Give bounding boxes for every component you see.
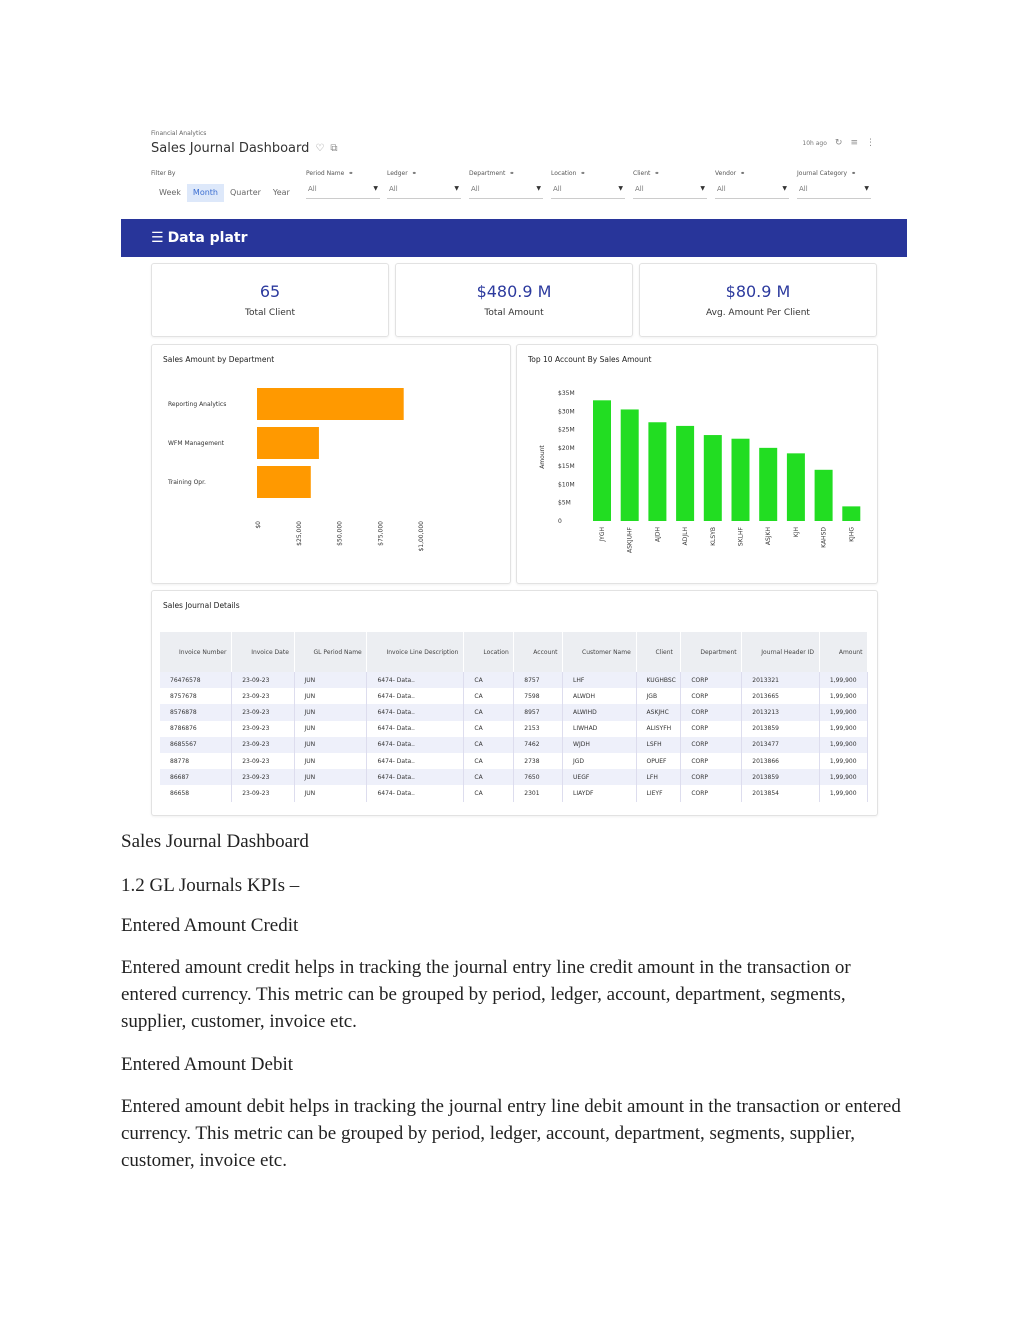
caret-down-icon: ▼ <box>373 185 378 192</box>
account-bar <box>842 506 860 521</box>
table-cell: 6474- Data.. <box>367 769 464 785</box>
figure-caption: Sales Journal Dashboard <box>121 831 309 852</box>
table-cell: CA <box>464 704 514 720</box>
journal-details-table <box>160 632 868 802</box>
kpi-heading-credit: Entered Amount Credit <box>121 915 299 936</box>
account-bar <box>621 409 639 521</box>
table-cell: ALWDH <box>563 688 637 704</box>
link-icon: ⚭ <box>851 170 857 177</box>
kpi-paragraph-credit: Entered amount credit helps in tracking the journal entry line credit amount in the transaction or entered currency. This metric can be grouped by period, ledger, account, department, segments, supplier, customer, invoice etc. <box>121 957 851 1032</box>
table-cell: 6474- Data.. <box>367 721 464 737</box>
table-cell: JUN <box>294 753 367 769</box>
column-header[interactable]: Account <box>514 632 563 672</box>
table-cell: 2013866 <box>742 753 820 769</box>
table-cell: 6474- Data.. <box>367 672 464 688</box>
heart-icon[interactable]: ♡ <box>315 143 325 154</box>
table-cell: 2153 <box>514 721 563 737</box>
table-cell: JUN <box>294 769 367 785</box>
x-tick-label: $0 <box>255 521 262 529</box>
filter-4 <box>633 170 707 199</box>
period-quarter-button[interactable]: Quarter <box>230 188 261 197</box>
table-cell: LHF <box>563 672 637 688</box>
table-cell: 1,99,900 <box>819 672 867 688</box>
filter-6 <box>797 170 871 199</box>
dept-bar <box>257 427 319 459</box>
table-cell: 1,99,900 <box>819 785 867 801</box>
filter-2 <box>469 170 543 199</box>
table-cell: LSFH <box>636 737 681 753</box>
table-row[interactable] <box>160 672 868 688</box>
period-toggle <box>153 184 296 202</box>
table-cell: 6474- Data.. <box>367 737 464 753</box>
caret-down-icon: ▼ <box>536 185 541 192</box>
table-cell: 6474- Data.. <box>367 785 464 801</box>
table-cell: JUN <box>294 737 367 753</box>
column-header[interactable]: Journal Header ID <box>742 632 820 672</box>
table-cell: JUN <box>294 672 367 688</box>
table-cell: LIAYDF <box>563 785 637 801</box>
filter-label <box>633 170 707 177</box>
account-bar-chart <box>517 345 879 585</box>
table-cell: 6474- Data.. <box>367 704 464 720</box>
account-bar <box>815 470 833 521</box>
refresh-icon[interactable]: ↻ <box>834 138 843 148</box>
table-cell: 1,99,900 <box>819 704 867 720</box>
account-chart-card <box>516 344 878 584</box>
brand-banner <box>121 219 907 257</box>
dept-bar-chart <box>152 345 512 585</box>
last-updated: 10h ago <box>802 139 827 147</box>
caret-down-icon: ▼ <box>782 185 787 192</box>
filter-value: All <box>799 185 808 193</box>
kpi-avg-amount <box>639 263 877 337</box>
table-row[interactable] <box>160 785 868 801</box>
table-cell: 2013665 <box>742 688 820 704</box>
table-cell: 1,99,900 <box>819 721 867 737</box>
table-cell: CA <box>464 785 514 801</box>
column-header[interactable]: GL Period Name <box>294 632 367 672</box>
kpi-heading-debit: Entered Amount Debit <box>121 1054 294 1075</box>
filter-label-text: Location <box>551 170 577 177</box>
filter-label-text: Journal Category <box>797 170 848 177</box>
table-cell: CA <box>464 721 514 737</box>
filter-0 <box>306 170 380 199</box>
table-cell: 23-09-23 <box>232 688 294 704</box>
link-icon: ⚭ <box>740 170 746 177</box>
filter-label <box>715 170 789 177</box>
y-tick-label: $30M <box>558 408 575 416</box>
column-header[interactable]: Customer Name <box>563 632 637 672</box>
filter-value: All <box>553 185 562 193</box>
link-icon: ⚭ <box>580 170 586 177</box>
table-row[interactable] <box>160 704 868 720</box>
table-cell: ALISYFH <box>636 721 681 737</box>
table-cell: ASKJHC <box>636 704 681 720</box>
breadcrumb: Financial Analytics <box>151 130 207 137</box>
table-cell: UEGF <box>563 769 637 785</box>
table-cell: 1,99,900 <box>819 737 867 753</box>
x-category-label: JYGH <box>599 527 606 542</box>
column-header[interactable]: Amount <box>819 632 867 672</box>
account-bar <box>759 448 777 521</box>
table-cell: LIEYF <box>636 785 681 801</box>
table-cell: 23-09-23 <box>232 785 294 801</box>
table-cell: 1,99,900 <box>819 688 867 704</box>
table-cell: JUN <box>294 688 367 704</box>
x-tick-label: $50,000 <box>336 521 344 546</box>
kpi-label: Total Amount <box>484 308 544 318</box>
filter-5 <box>715 170 789 199</box>
table-cell: 1,99,900 <box>819 753 867 769</box>
table-header-row <box>160 632 868 672</box>
chart-title: Top 10 Account By Sales Amount <box>528 355 652 364</box>
table-cell: 6474- Data.. <box>367 688 464 704</box>
kpi-label: Total Client <box>245 308 295 318</box>
kpi-total-amount <box>395 263 633 337</box>
table-cell: CORP <box>681 753 742 769</box>
filter-label-text: Ledger <box>387 170 408 177</box>
period-week-button[interactable]: Week <box>159 188 181 197</box>
table-cell: 2013854 <box>742 785 820 801</box>
table-row[interactable] <box>160 753 868 769</box>
x-category-label: KJH <box>792 527 800 538</box>
table-cell: CORP <box>681 672 742 688</box>
filter-label <box>797 170 871 177</box>
x-tick-label: $1,00,000 <box>418 521 425 552</box>
caret-down-icon: ▼ <box>700 185 705 192</box>
period-month-button[interactable]: Month <box>187 184 224 202</box>
table-cell: 7650 <box>514 769 563 785</box>
table-cell: CA <box>464 672 514 688</box>
table-cell: CORP <box>681 704 742 720</box>
filter-label-text: Period Name <box>306 170 345 177</box>
kpi-value: $80.9 M <box>725 282 791 301</box>
x-category-label: ADJLH <box>682 527 690 546</box>
table-cell: 2013859 <box>742 769 820 785</box>
column-header[interactable]: Invoice Date <box>232 632 294 672</box>
table-body <box>160 672 868 802</box>
table-cell: WJDH <box>563 737 637 753</box>
table-cell: 23-09-23 <box>232 737 294 753</box>
y-tick-label: $25M <box>558 426 575 434</box>
table-cell: LIWHAD <box>563 721 637 737</box>
dept-bar <box>257 388 404 420</box>
table-cell: 2301 <box>514 785 563 801</box>
filter-value: All <box>717 185 726 193</box>
table-cell: CORP <box>681 688 742 704</box>
brand-name: Data platr <box>167 230 248 246</box>
table-cell: 7598 <box>514 688 563 704</box>
x-category-label: ASKJUHF <box>626 527 634 553</box>
table-cell: CA <box>464 688 514 704</box>
kpi-label: Avg. Amount Per Client <box>706 308 810 318</box>
table-cell: 88778 <box>160 753 232 769</box>
table-cell: LFH <box>636 769 681 785</box>
table-row[interactable] <box>160 769 868 785</box>
x-category-label: ASJKH <box>765 527 773 546</box>
kpi-total-client <box>151 263 389 337</box>
x-category-label: KAHSD <box>820 527 828 548</box>
account-bar <box>593 400 611 521</box>
table-cell: 23-09-23 <box>232 672 294 688</box>
dept-category-label: Training Opr. <box>168 479 206 486</box>
table-cell: 2013477 <box>742 737 820 753</box>
filter-value: All <box>635 185 644 193</box>
account-bar <box>676 426 694 521</box>
table-row[interactable] <box>160 688 868 704</box>
account-bar <box>732 439 750 521</box>
filter-select[interactable] <box>551 185 625 199</box>
filter-icon[interactable]: ≡ <box>850 138 858 148</box>
table-cell: JUN <box>294 721 367 737</box>
table-cell: 86658 <box>160 785 232 801</box>
table-cell: 2013859 <box>742 721 820 737</box>
table-cell: 86687 <box>160 769 232 785</box>
table-cell: 2013321 <box>742 672 820 688</box>
caret-down-icon: ▼ <box>864 185 869 192</box>
dept-category-label: Reporting Analytics <box>168 401 227 408</box>
page-title: Sales Journal Dashboard <box>151 141 310 156</box>
table-cell: 23-09-23 <box>232 721 294 737</box>
account-bar <box>787 453 805 521</box>
link-icon: ⚭ <box>654 170 660 177</box>
filter-select[interactable] <box>469 185 543 199</box>
table-cell: 76476578 <box>160 672 232 688</box>
table-cell: CA <box>464 769 514 785</box>
account-bar <box>704 435 722 521</box>
y-tick-label: 0 <box>558 518 562 525</box>
dept-category-label: WFM Management <box>168 440 224 447</box>
table-cell: ALWIHD <box>563 704 637 720</box>
filter-3 <box>551 170 625 199</box>
table-cell: CA <box>464 737 514 753</box>
filter-value: All <box>308 185 317 193</box>
dashboard-title <box>151 141 337 156</box>
filter-1 <box>387 170 461 199</box>
table-cell: 8757678 <box>160 688 232 704</box>
filter-label-text: Client <box>633 170 651 177</box>
brand-logo-icon: ☰ <box>151 230 164 246</box>
y-tick-label: $5M <box>558 499 571 507</box>
caret-down-icon: ▼ <box>454 185 459 192</box>
period-year-button[interactable]: Year <box>272 188 290 197</box>
more-icon[interactable]: ⋮ <box>866 138 875 148</box>
table-cell: OPUEF <box>636 753 681 769</box>
table-cell: JUN <box>294 785 367 801</box>
y-axis-label: Amount <box>539 445 546 469</box>
table-cell: 2013213 <box>742 704 820 720</box>
filter-value: All <box>471 185 480 193</box>
filter-select[interactable] <box>633 185 707 199</box>
table-cell: CORP <box>681 769 742 785</box>
account-bar <box>648 422 666 521</box>
filter-label <box>387 170 461 177</box>
table-cell: 8786876 <box>160 721 232 737</box>
x-category-label: AJDH <box>654 527 662 543</box>
y-tick-label: $10M <box>558 481 575 489</box>
filter-by-label: Filter By <box>151 170 176 177</box>
filter-select[interactable] <box>715 185 789 199</box>
table-cell: 8576878 <box>160 704 232 720</box>
caret-down-icon: ▼ <box>618 185 623 192</box>
column-header[interactable]: Location <box>464 632 514 672</box>
table-cell: CORP <box>681 785 742 801</box>
link-icon: ⚭ <box>509 170 515 177</box>
table-title: Sales Journal Details <box>163 601 240 610</box>
journal-details-card <box>151 590 878 816</box>
column-header[interactable]: Client <box>636 632 681 672</box>
link-icon: ⚭ <box>348 170 354 177</box>
chart-title: Sales Amount by Department <box>163 355 275 364</box>
table-cell: 7462 <box>514 737 563 753</box>
filter-label-text: Vendor <box>715 170 737 177</box>
header-actions <box>802 138 875 148</box>
table-cell: 8957 <box>514 704 563 720</box>
column-header[interactable]: Invoice Line Description <box>367 632 464 672</box>
filter-select[interactable] <box>306 185 380 199</box>
column-header[interactable]: Department <box>681 632 742 672</box>
kpi-paragraph-debit: Entered amount debit helps in tracking the journal entry line debit amount in the transaction or entered currency. This metric can be grouped by period, ledger, account, department, segments, supplier, customer, invoice etc. <box>121 1096 901 1171</box>
copy-icon[interactable]: ⧉ <box>330 143 338 154</box>
filter-label <box>306 170 380 177</box>
table-cell: 23-09-23 <box>232 769 294 785</box>
dashboard-screenshot <box>121 120 907 818</box>
filter-label <box>469 170 543 177</box>
table-cell: 23-09-23 <box>232 704 294 720</box>
table-cell: 23-09-23 <box>232 753 294 769</box>
kpi-value: 65 <box>259 282 281 301</box>
table-cell: 2738 <box>514 753 563 769</box>
table-cell: KUGHBSC <box>636 672 681 688</box>
x-tick-label: $25,000 <box>295 521 303 546</box>
section-heading: 1.2 GL Journals KPIs – <box>121 875 300 896</box>
filter-select[interactable] <box>797 185 871 199</box>
table-cell: 6474- Data.. <box>367 753 464 769</box>
x-category-label: KLSYB <box>709 527 717 546</box>
table-cell: 8685567 <box>160 737 232 753</box>
column-header[interactable]: Invoice Number <box>160 632 232 672</box>
table-cell: 1,99,900 <box>819 769 867 785</box>
table-cell: JGB <box>636 688 681 704</box>
table-row[interactable] <box>160 721 868 737</box>
dept-bar <box>257 466 311 498</box>
table-cell: CORP <box>681 737 742 753</box>
y-tick-label: $35M <box>558 390 575 397</box>
table-cell: JUN <box>294 704 367 720</box>
table-cell: CA <box>464 753 514 769</box>
filter-value: All <box>389 185 398 193</box>
y-tick-label: $20M <box>558 444 575 452</box>
table-row[interactable] <box>160 737 868 753</box>
filter-label <box>551 170 625 177</box>
x-tick-label: $75,000 <box>377 521 385 546</box>
link-icon: ⚭ <box>411 170 417 177</box>
x-category-label: KJHG <box>848 527 856 542</box>
dept-chart-card <box>151 344 511 584</box>
table-cell: 8757 <box>514 672 563 688</box>
table-cell: JGD <box>563 753 637 769</box>
kpi-value: $480.9 M <box>476 282 552 301</box>
filter-label-text: Department <box>469 170 506 177</box>
x-category-label: SKLHF <box>737 527 745 547</box>
table-cell: CORP <box>681 721 742 737</box>
y-tick-label: $15M <box>558 463 575 471</box>
filter-select[interactable] <box>387 185 461 199</box>
